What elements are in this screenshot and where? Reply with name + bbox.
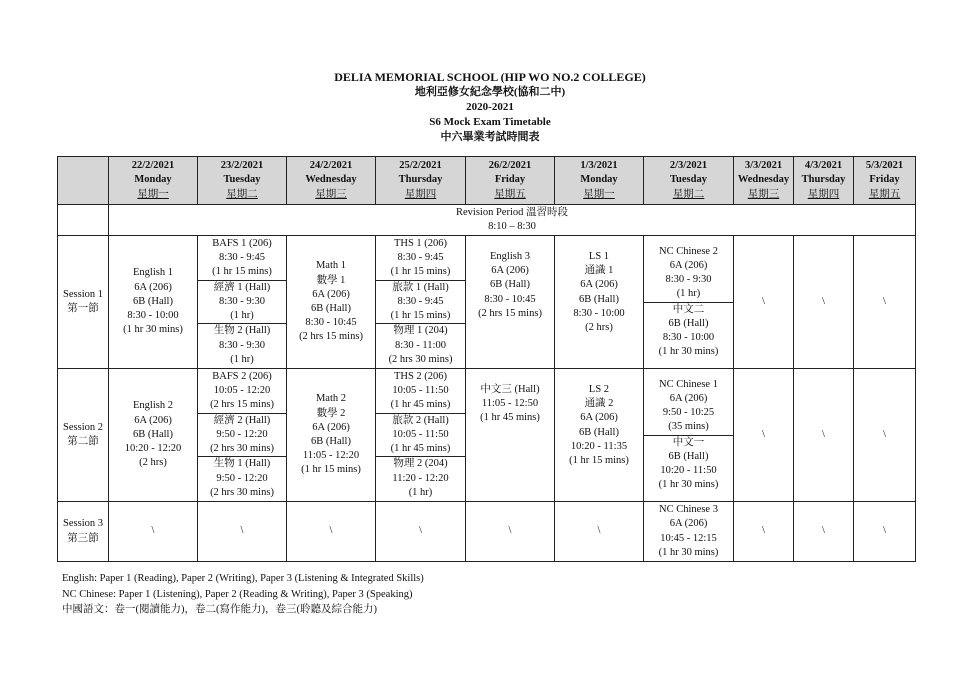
date-header: 24/2/2021 Wednesday 星期三 — [287, 157, 376, 205]
date-header: 5/3/2021 Friday 星期五 — [854, 157, 916, 205]
empty-cell: \ — [734, 502, 794, 562]
exam-cell — [644, 369, 734, 502]
empty-cell: \ — [794, 236, 854, 369]
timetable-title-zh: 中六畢業考試時間表 — [440, 131, 540, 143]
english-note: English: Paper 1 (Reading), Paper 2 (Writing), Paper 3 (Listening & Integrated Skills) — [62, 573, 424, 584]
session-label: Session 1 第一節 — [58, 236, 109, 369]
cell-line: (1 hr 45 mins) — [390, 443, 451, 455]
cell-line: 旅款 1 (Hall) — [392, 281, 449, 293]
date-header: 2/3/2021 Tuesday 星期二 — [644, 157, 734, 205]
cell-line: (1 hr 15 mins) — [569, 455, 629, 467]
cell-line: 6A (206) — [312, 288, 350, 300]
cell-line: BAFS 1 (206) — [212, 238, 272, 250]
session-label: Session 2 第二節 — [58, 369, 109, 502]
cell-line: 6A (206) — [580, 412, 618, 424]
exam-block — [198, 414, 286, 458]
document-header — [0, 70, 980, 145]
cell-line: 9:50 - 12:20 — [216, 472, 268, 484]
cell-line: 10:20 - 12:20 — [124, 443, 182, 455]
cell-line: 經濟 1 (Hall) — [213, 281, 271, 293]
exam-cell — [376, 369, 466, 502]
empty-cell: \ — [794, 502, 854, 562]
empty-cell: \ — [854, 502, 916, 562]
cell-line: (1 hr 30 mins) — [658, 346, 719, 358]
cell-line: (2 hrs 15 mins) — [478, 307, 542, 319]
cell-line: (1 hr) — [230, 310, 254, 322]
cell-line: (2 hrs) — [585, 322, 613, 334]
cell-line: (1 hr 45 mins) — [390, 399, 451, 411]
cell-line: LS 1 — [588, 251, 610, 262]
session-label: Session 3 第三節 — [58, 502, 109, 562]
corner-cell — [58, 157, 109, 205]
exam-block — [198, 324, 286, 367]
cell-line: 6B (Hall) — [311, 303, 351, 314]
cell-line: 物理 1 (204) — [393, 325, 448, 337]
cell-line: (1 hr 15 mins) — [212, 266, 272, 278]
cell-line: English 1 — [133, 267, 173, 279]
cell-line: (1 hr 45 mins) — [480, 412, 540, 424]
exam-block — [376, 281, 465, 325]
cell-line: 6A (206) — [669, 518, 708, 530]
session-1-row — [58, 236, 916, 369]
cell-line: 8:30 - 10:45 — [305, 317, 357, 329]
cell-line: 8:30 - 9:45 — [397, 252, 444, 264]
exam-block — [376, 237, 465, 281]
date-header: 3/3/2021 Wednesday 星期三 — [734, 157, 794, 205]
cell-line: LS 2 — [588, 384, 610, 395]
cell-line: 旅款 2 (Hall) — [392, 414, 449, 426]
cell-line: 11:20 - 12:20 — [392, 472, 449, 484]
exam-block — [644, 303, 733, 360]
cell-line: English 2 — [133, 400, 173, 412]
cell-line: 6A (206) — [669, 259, 708, 271]
cell-line: (2 hrs 30 mins) — [388, 353, 453, 365]
cell-line: 6A (206) — [580, 279, 618, 291]
cell-line: BAFS 2 (206) — [212, 371, 272, 383]
cell-line: 8:30 - 11:00 — [395, 339, 446, 351]
exam-timetable — [57, 156, 916, 562]
cell-line: 6B (Hall) — [579, 426, 619, 438]
exam-cell — [644, 502, 734, 562]
cell-line: (1 hr) — [408, 486, 433, 498]
empty-cell: \ — [466, 502, 555, 562]
school-name-en: DELIA MEMORIAL SCHOOL (HIP WO NO.2 COLLEGE) — [334, 70, 646, 84]
nc-chinese-note: NC Chinese: Paper 1 (Listening), Paper 2 (Reading & Writing), Paper 3 (Speaking) — [62, 588, 413, 600]
cell-line: English 3 — [490, 251, 530, 262]
date-header: 4/3/2021 Thursday 星期四 — [794, 157, 854, 205]
cell-line: 數學 2 — [316, 407, 346, 419]
cell-line: (35 mins) — [668, 421, 709, 433]
exam-cell — [287, 369, 376, 502]
cell-line: NC Chinese 3 — [659, 504, 718, 516]
exam-cell — [287, 236, 376, 369]
exam-block — [198, 457, 286, 500]
cell-line: THS 2 (206) — [393, 371, 448, 383]
empty-cell: \ — [376, 502, 466, 562]
revision-corner — [58, 205, 109, 236]
cell-line: 中文三 (Hall) — [480, 384, 540, 395]
cell-line: (1 hr) — [230, 353, 254, 365]
cell-line: 6B (Hall) — [311, 436, 351, 447]
exam-cell — [555, 369, 644, 502]
cell-line: (2 hrs) — [139, 457, 167, 469]
timetable-title-en: S6 Mock Exam Timetable — [429, 116, 551, 128]
exam-cell — [198, 236, 287, 369]
exam-block — [644, 378, 733, 436]
cell-line: 6A (206) — [669, 392, 708, 404]
cell-line: (1 hr 30 mins) — [658, 479, 719, 491]
cell-line: 8:30 - 10:45 — [484, 293, 536, 305]
cell-line: 6B (Hall) — [133, 428, 173, 440]
cell-line: 通識 1 — [584, 265, 614, 277]
cell-line: 10:05 - 11:50 — [392, 385, 449, 397]
cell-line: (1 hr 15 mins) — [301, 464, 361, 476]
cell-line: Math 1 — [315, 260, 347, 272]
exam-block — [198, 237, 286, 281]
cell-line: NC Chinese 2 — [659, 245, 718, 257]
cell-line: (1 hr 15 mins) — [390, 266, 451, 278]
date-header: 26/2/2021 Friday 星期五 — [466, 157, 555, 205]
revision-row — [58, 205, 916, 236]
empty-cell: \ — [109, 502, 198, 562]
cell-line: 6B (Hall) — [133, 295, 173, 307]
paper-notes — [62, 571, 424, 618]
cell-line: 生物 1 (Hall) — [213, 458, 271, 470]
cell-line: 中文一 — [672, 436, 705, 448]
cell-line: THS 1 (206) — [393, 238, 448, 250]
cell-line: 8:30 - 10:00 — [573, 307, 625, 319]
cell-line: 6A (206) — [134, 281, 172, 293]
cell-line: NC Chinese 1 — [659, 378, 718, 390]
cell-line: (2 hrs 30 mins) — [210, 486, 274, 498]
cell-line: 10:05 - 12:20 — [213, 385, 271, 397]
exam-block — [198, 281, 286, 325]
chinese-note: 中國語文：卷一(閱讀能力)，卷二(寫作能力)，卷三(聆聽及綜合能力) — [62, 604, 377, 615]
session-3-row — [58, 502, 916, 562]
exam-cell — [109, 369, 198, 502]
empty-cell: \ — [198, 502, 287, 562]
date-header: 25/2/2021 Thursday 星期四 — [376, 157, 466, 205]
exam-block — [376, 457, 465, 500]
cell-line: 6B (Hall) — [579, 293, 619, 305]
cell-line: (2 hrs 30 mins) — [210, 443, 274, 455]
cell-line: 經濟 2 (Hall) — [213, 414, 271, 426]
exam-block — [376, 414, 465, 458]
cell-line: 8:30 - 10:00 — [662, 331, 715, 343]
cell-line: (1 hr 15 mins) — [390, 310, 451, 322]
cell-line: Math 2 — [315, 393, 347, 405]
cell-line: 物理 2 (204) — [393, 458, 448, 470]
cell-line: 8:30 - 9:30 — [218, 295, 266, 307]
cell-line: 6B (Hall) — [490, 279, 530, 291]
cell-line: 10:05 - 11:50 — [392, 428, 449, 440]
exam-block — [198, 370, 286, 414]
exam-cell — [466, 369, 555, 502]
cell-line: 9:50 - 12:20 — [216, 428, 268, 440]
exam-block — [644, 245, 733, 303]
empty-cell: \ — [734, 236, 794, 369]
cell-line: (1 hr) — [676, 288, 701, 300]
date-header: 23/2/2021 Tuesday 星期二 — [198, 157, 287, 205]
cell-line: Revision Period 溫習時段 — [456, 206, 568, 218]
session-2-row — [58, 369, 916, 502]
cell-line: 11:05 - 12:50 — [481, 398, 539, 410]
cell-line: 10:20 - 11:50 — [660, 464, 717, 476]
cell-line: (2 hrs 15 mins) — [210, 399, 274, 411]
cell-line: 8:30 - 10:00 — [127, 310, 179, 322]
empty-cell: \ — [287, 502, 376, 562]
cell-line: 生物 2 (Hall) — [213, 325, 271, 337]
school-year: 2020-2021 — [466, 101, 514, 113]
exam-cell — [644, 236, 734, 369]
cell-line: 6A (206) — [491, 265, 529, 277]
cell-line: (2 hrs 15 mins) — [299, 331, 363, 343]
cell-line: 6B (Hall) — [668, 317, 709, 329]
cell-line: 11:05 - 12:20 — [302, 450, 360, 462]
exam-cell — [466, 236, 555, 369]
revision-period — [109, 205, 916, 236]
date-header: 22/2/2021 Monday 星期一 — [109, 157, 198, 205]
exam-block — [376, 324, 465, 367]
cell-line: 6A (206) — [312, 421, 350, 433]
cell-line: 6B (Hall) — [668, 450, 709, 462]
cell-line: 8:30 - 9:45 — [218, 252, 266, 264]
exam-block — [376, 370, 465, 414]
cell-line: 通識 2 — [584, 398, 614, 410]
cell-line: 6A (206) — [134, 414, 172, 426]
cell-line: 10:20 - 11:35 — [570, 440, 628, 452]
cell-line: 9:50 - 10:25 — [662, 407, 715, 419]
cell-line: 8:10 – 8:30 — [488, 221, 536, 232]
exam-cell — [376, 236, 466, 369]
cell-line: 8:30 - 9:45 — [397, 295, 444, 307]
empty-cell: \ — [854, 369, 916, 502]
cell-line: 8:30 - 9:30 — [218, 339, 266, 351]
empty-cell: \ — [854, 236, 916, 369]
empty-cell: \ — [734, 369, 794, 502]
school-name-zh: 地利亞修女紀念學校(協和二中) — [414, 86, 566, 98]
exam-cell — [198, 369, 287, 502]
empty-cell: \ — [794, 369, 854, 502]
cell-line: (1 hr 30 mins) — [123, 324, 183, 336]
cell-line: 中文二 — [672, 303, 705, 315]
exam-cell — [555, 236, 644, 369]
empty-cell: \ — [555, 502, 644, 562]
cell-line: 10:45 - 12:15 — [660, 532, 717, 544]
exam-cell — [109, 236, 198, 369]
cell-line: 8:30 - 9:30 — [665, 274, 712, 286]
date-header-row — [58, 157, 916, 205]
cell-line: 數學 1 — [316, 274, 346, 286]
exam-block — [644, 436, 733, 493]
cell-line: (1 hr 30 mins) — [658, 546, 719, 558]
date-header: 1/3/2021 Monday 星期一 — [555, 157, 644, 205]
